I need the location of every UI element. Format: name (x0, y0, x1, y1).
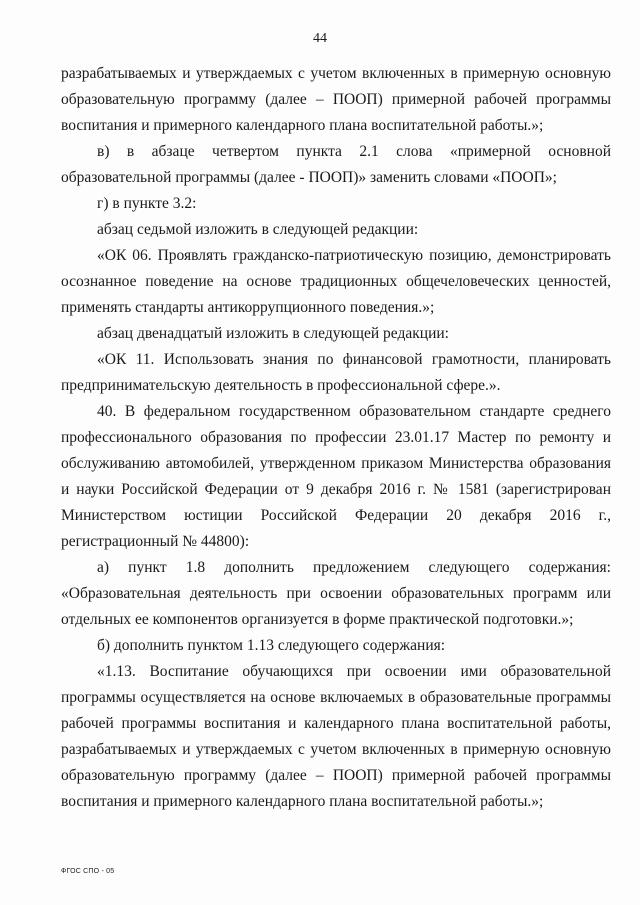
page-number: 44 (313, 31, 327, 46)
paragraph-point-1-13: «1.13. Воспитание обучающихся при освоении ими образовательной программы осуществляется на основе включаемых в образовательные программы рабочей программы воспитания и календарного плана воспитательной работы, разрабатываемых и утверждаемых с учетом включенных в примерную основную образовательную программу (далее – ПООП) примерной рабочей программы воспитания и примерного календарного плана воспитательной работы.»; (61, 663, 611, 810)
paragraph-item-b: б) дополнить пунктом 1.13 следующего содержания: (97, 637, 446, 654)
paragraph-continuation: разрабатываемых и утверждаемых с учетом включенных в примерную основную образовательную программу (далее – ПООП) примерной рабочей программы воспитания и примерного календарного плана воспитательной работы.»; (61, 65, 611, 134)
paragraph-item-40: 40. В федеральном государственном образовательном стандарте среднего профессионального образования по профессии 23.01.17 Мастер по ремонту и обслуживанию автомобилей, утвержденном приказом Министерства образования и науки Российской Федерации от 9 декабря 2016 г. № 1581 (зарегистрирован Министерством юстиции Российской Федерации 20 декабря 2016 г., регистрационный № 44800): (61, 403, 611, 550)
paragraph-item-a: а) пункт 1.8 дополнить предложением следующего содержания: «Образовательная деятельность при освоении образовательных программ или отдельных ее компонентов организуется в форме практической подготовки.»; (61, 559, 611, 628)
paragraph-ok-11: «ОК 11. Использовать знания по финансовой грамотности, планировать предпринимательскую деятельность в профессиональной сфере.». (61, 351, 611, 394)
footer-code: ФГОС СПО - 05 (61, 868, 115, 875)
paragraph-item-g: г) в пункте 3.2: (97, 195, 197, 212)
paragraph-ok-06: «ОК 06. Проявлять гражданско-патриотическую позицию, демонстрировать осознанное поведение на основе традиционных общечеловеческих ценностей, применять стандарты антикоррупционного поведения.»; (61, 247, 611, 316)
paragraph-abzac-seventh: абзац седьмой изложить в следующей редакции: (97, 221, 419, 238)
document-body (61, 61, 611, 815)
paragraph-item-v: в) в абзаце четвертом пункта 2.1 слова «примерной основной образовательной программы (далее - ПООП)» заменить словами «ПООП»; (61, 143, 611, 186)
paragraph-abzac-twelfth: абзац двенадцатый изложить в следующей редакции: (97, 325, 449, 342)
